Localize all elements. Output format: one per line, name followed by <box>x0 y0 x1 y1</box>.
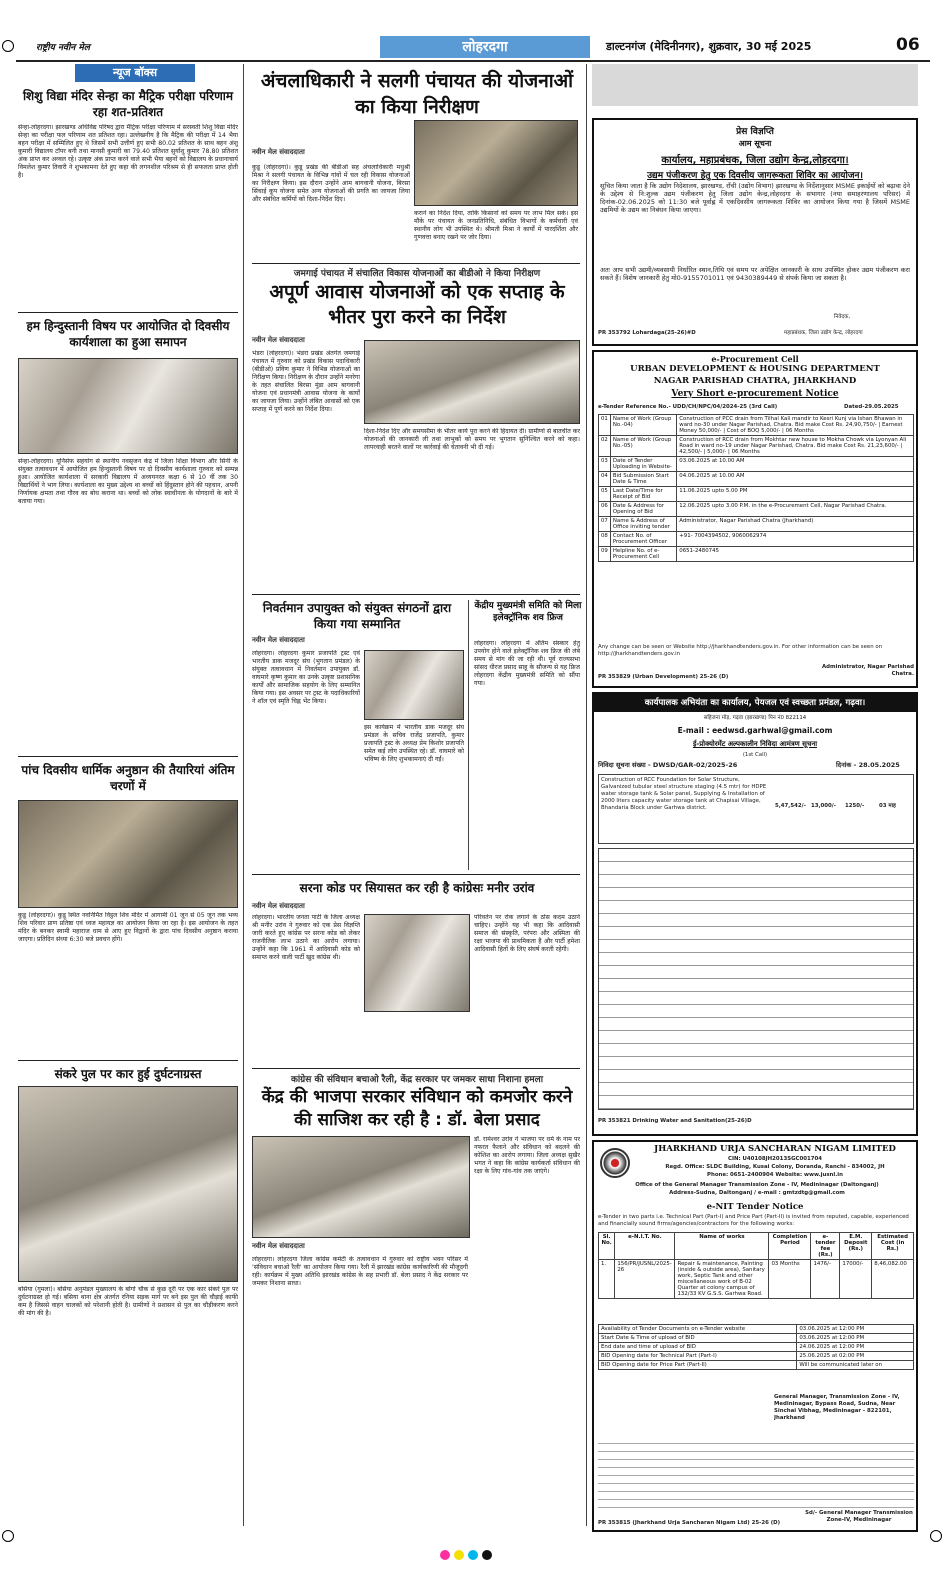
ad-ref: e-Tender Reference No.- UDD/CH/NPC/04/2024-25 (3rd Call) <box>598 404 778 410</box>
felicitation-photo <box>364 650 464 720</box>
table-cell: Bid Submission Start Date & Time <box>610 472 676 487</box>
table-cell: +91- 7004394502, 9060062974 <box>677 532 914 547</box>
section-banner: लोहरदगा <box>380 36 590 58</box>
ad-call: (1st Call) <box>742 752 768 758</box>
ad-body: सूचित किया जाता है कि उद्योग निदेशालय, झारखण्ड, राँची (उद्योग विभाग) झारखण्ड के निर्देशानुसार MSME इकाईयों को बढ़ावा देने के उद्देश्य से नि:शुल्क उद्यम पंजीकरण हेतु जिला उद्योग केन्द्र,लोहरदगा के सभागार (नया समाहरणालय परिसर) में दिनांक-02.06.2025 को 11:30 बजे पूर्वाह्न में एकदिवसीय जागरूकता शिविर का आयोजन किया गया है जिसमें MSME उद्यमियों के उद्यम का निबंधन किया जाएगा। <box>600 182 910 214</box>
story-body: सेन्हा-लोहरदगा। यूनिसेफ सहयोग से स्थानीय नवसृजन केंद्र में जिला शिक्षा विभाग और सिनी के संयुक्त तत्वावधान में आयोजित हम हिन्दुस्तानी विषय पर दो दिवसीय कार्यशाला गुरुवार को सम्पन्न हुआ। आयोजित कार्यशाला में सरकारी विद्यालय में अध्ययनरत कक्षा 6 से 10 वीं तक 30 विद्यार्थियों ने भाग लिया। कार्यशाला का मुख्य उद्देश्य था बच्चों को हिंदुस्तान होने की पहचान, अपनी निर्णायक क्षमता तथा गौरव का बोध कराना था। बच्चों को लोक स्वाधीनता के योगदानों के बारे में बताया गया। <box>18 458 238 505</box>
table-cell: 04 <box>599 472 611 487</box>
table-row <box>599 1352 914 1361</box>
ad-footer: Any change can be seen or Website http://jharkhandtenders.gov.in. For other information can be seen on http://jharkhandtenders.gov.in <box>598 644 883 657</box>
story-body: बसिया (गुमला)। बसिया अनुमंडल मुख्यालय के बोंगो चौक से कुछ दूरी पर एक कार संकरे पुल पर दुर्घटनाग्रस्त हो गई। बसिया थाना क्षेत्र अंतर्गत रनिया सड़क मार्ग पर बने इस पुल की चौड़ाई काफी कम है जिससे वाहन चालकों को परेशानी होती है। ग्रामीणों ने प्रशासन से पुल का चौड़ीकरण करने की मांग की है। <box>18 1286 238 1317</box>
table-cell: Helpline No. of e-Procurement Cell <box>610 547 676 562</box>
accident-photo <box>18 1086 238 1282</box>
story-headline: केंद्र की भाजपा सरकार संविधान को कमजोर करने की साजिश कर रही है : डॉ. बेला प्रसाद <box>261 1087 573 1130</box>
table-cell: 03.06.2025 at 10.00 AM <box>677 457 914 472</box>
table-row <box>599 1361 914 1370</box>
table-row <box>599 487 914 502</box>
pr-number: PR 353815 (Jharkhand Urja Sancharan Nigam Ltd) 25-26 (D) <box>598 1520 781 1526</box>
ad-addr: सहिजना मोड़, गढ़वा (झारखण्ड) पिन नं0 822114 <box>703 715 807 721</box>
story-body: परिवर्तन पर रोक लगाने के ठोस कदम उठाने चाहिए। उन्होंने यह भी कहा कि आदिवासी समाज की संस्कृति, परंपरा और अस्मिता की रक्षा भाजपा की प्राथमिकता है और पार्टी हमेशा आदिवासी हितों के लिए संघर्ष करती रहेगी। <box>474 914 580 953</box>
company-phone: Phone: 0651-2400904 Website: www.jusnl.in <box>707 1172 843 1178</box>
ad-intro: e-Tender in two parts i.e. Technical Part (Part-I) and Price Part (Part-II) is invited from reputed, capable, experienced and financially sound firms/agencies/contractors for the following works: <box>598 1214 909 1227</box>
pr-number: PR 353821 Drinking Water and Sanitation(25-26)D <box>598 1118 752 1124</box>
table-row <box>599 517 914 532</box>
table-cell: Administrator, Nagar Parishad Chatra (Jharkhand) <box>677 517 914 532</box>
story-headline: अपूर्ण आवास योजनाओं को एक सप्ताह के भीतर पुरा करने का निर्देश <box>269 281 565 328</box>
column-header: Completion Period <box>769 1233 811 1260</box>
table-row <box>599 532 914 547</box>
schedule-lines <box>598 848 914 1110</box>
table-row <box>599 547 914 562</box>
table-cell: 0651-2480745 <box>677 547 914 562</box>
table-cell: 05 <box>599 487 611 502</box>
table-cell: 1476/- <box>811 1260 840 1299</box>
story-kicker: कांग्रेस की संविधान बचाओ रैली, केंद्र सरकार पर जमकर साधा निशाना हमला <box>290 1075 544 1085</box>
table-cell: Name & Address of Office inviting tender <box>610 517 676 532</box>
table-row <box>599 502 914 517</box>
table-cell: 02 <box>599 436 611 457</box>
table-cell: Availability of Tender Documents on e-Tender website <box>599 1325 797 1334</box>
story-body: इस कार्यक्रम में भारतीय डाक मजदूर संघ प्रमंडल के सचिव राजेंद्र प्रजापति, कुमार प्रजापति ट्रस्ट के अध्यक्ष प्रेम किशोर प्रजापति समेत कई लोग उपस्थित रहे। डॉ. वाघमारे को भविष्य के लिए शुभकामनाएं दी गईं। <box>364 724 464 763</box>
table-cell: Construction of RCC drain from Mokhtar new house to Mokha Chowk via Lyonyan Ali Road in ward no-19 under Nagar Parishad, Chatra. Bid make Cost Rs. 21,23,600/- | 42,500/- | 5,000/- | 06 Months <box>677 436 914 457</box>
rally-photo <box>252 1136 470 1238</box>
table-cell: BID Opening date for Technical Part (Part-I) <box>599 1352 797 1361</box>
byline: नवीन मेल संवाददाता <box>252 636 305 644</box>
story-body: लोहरदगा। लोहरदगा में अंतिम संस्कार हेतु उपयोग होने वाले इलेक्ट्रॉनिक शव फ्रिज की लंबे समय से मांग की जा रही थी। पूर्व राज्यसभा सांसद धीरज प्रसाद साहू के सौजन्य से यह फ्रिज लोहरदगा केंद्रीय मुख्यमंत्री समिति को सौंपा गया। <box>474 640 580 687</box>
story-headline: निवर्तमान उपायुक्त को संयुक्त संगठनों द्वारा किया गया सम्मानित <box>262 601 452 631</box>
ad-dept: URBAN DEVELOPMENT & HOUSING DEPARTMENT <box>630 364 880 374</box>
story-body: दिशा-निर्देश दिए और समयसीमा के भीतर कार्य पूरा करने की हिदायत दी। ग्रामीणों से बातचीत कर योजनाओं की जानकारी ली तथा लाभुकों को समय पर भुगतान सुनिश्चित करने को कहा। लापरवाही बरतने वालों पर कार्रवाई की चेतावनी भी दी गई। <box>364 428 580 451</box>
table-row <box>599 436 914 457</box>
pr-number: PR 353829 (Urban Development) 25-26 (D) <box>598 674 729 680</box>
ad-office: कार्यालय, महाप्रबंधक, जिला उद्योग केन्द्र,लोहरदगा। <box>661 155 849 166</box>
registration-mark <box>2 1530 14 1542</box>
table-cell: 24.06.2025 at 12:00 PM <box>797 1343 914 1352</box>
story-body: सेन्हा-लोहरदगा। झारखण्ड अधिविद्य परिषद द्वारा मैट्रिक परीक्षा परिणाम में सरस्वती शिशु विद्या मंदिर सेन्हा का परीक्षा फल परिणाम शत प्रतिशत रहा। उल्लेखनीय है कि मैट्रिक की परीक्षा में 14 भैया बहन परीक्षा में सम्मिलित हुए थे जिसमें सभी उत्तीर्ण हुए सभी 80.02 प्रतिशत के साथ बहन अंशु कुमारी विद्यालय टॉपर बनी तथा मानसी कुमारी का 79.40 प्रतिशत सुर्यांशु कुमार 78.80 प्रतिशत अंक प्राप्त कर अव्वल रहे। उत्कृष्ट अंक प्राप्त करने वाले सभी भैया बहनों को विद्यालय के प्रधानाचार्य विमलेश कुमार तिवारी ने शुभकामना देते हुए कहा की लगनशील परिश्रम से ही सफलता प्राप्त होती है। <box>18 124 238 179</box>
work-period: 03 माह <box>879 803 896 809</box>
ad-title: कार्यपालक अभियंता का कार्यालय, पेयजल एवं स्वच्छता प्रमंडल, गढ़वा। <box>594 694 916 712</box>
work-table <box>598 774 914 844</box>
page-number: 06 <box>896 35 920 55</box>
company-logo <box>600 1148 630 1178</box>
registration-mark <box>2 40 14 52</box>
story-headline: शिशु विद्या मंदिर सेन्हा का मैट्रिक परीक्षा परिणाम रहा शत-प्रतिशत <box>22 89 234 119</box>
table-cell: 1. <box>599 1260 615 1299</box>
story-body: लोहरदगा। भारतीय जनता पार्टी के जिला अध्यक्ष श्री मनीर उरांव ने गुरुवार को एक प्रेस विज्ञप्ति जारी करते हुए कांग्रेस पर सरना कोड को लेकर राजनीतिक लाभ उठाने का आरोप लगाया। उन्होंने कहा कि 1961 में आदिवासी कोड को समाप्त करने वाली पार्टी खुद कांग्रेस थी। <box>252 914 360 961</box>
workshop-photo <box>18 358 238 454</box>
story-headline: सरना कोड पर सियासत कर रही है कांग्रेसः मनीर उरांव <box>299 881 535 895</box>
story-headline: केंद्रीय मुख्यमंत्री समिति को मिला इलेक्ट्रॉनिक शव फ्रिज <box>474 601 582 623</box>
ad-notice: e-NIT Tender Notice <box>706 1202 804 1212</box>
company-name: JHARKHAND URJA SANCHARAN NIGAM LIMITED <box>654 1144 896 1154</box>
table-row <box>599 457 914 472</box>
table-row <box>599 1325 914 1334</box>
column-header: Estimated Cost (in Rs.) <box>872 1233 914 1260</box>
news-box-label: न्यूज बॉक्स <box>75 64 195 82</box>
story-body: लोहरदगा। लोहरदगा कुमार प्रजापति ट्रस्ट एवं भारतीय डाक मजदूर संघ (भुगतान प्रमंडल) के संयुक्त तत्वावधान में निवर्तमान उपायुक्त डॉ. वाघमारे कृष्ण कुमार का उनके उत्कृष्ट प्रशासनिक कार्यों और सामाजिक सहयोग के लिए सम्मानित किया गया। इस अवसर पर ट्रस्ट के पदाधिकारियों ने शॉल एवं स्मृति चिह्न भेंट किया। <box>252 650 360 705</box>
table-row <box>599 1343 914 1352</box>
jusnl-tender-ad <box>592 1140 918 1532</box>
ad-sign: Sd/- General Manager Transmission Zone-IV, Medininagar <box>805 1510 913 1523</box>
story-headline: अंचलाधिकारी ने सलगी पंचायत की योजनाओं का किया निरीक्षण <box>260 70 574 118</box>
table-header-row <box>599 1233 914 1260</box>
inspection-photo <box>414 120 578 206</box>
works-table <box>598 1232 914 1299</box>
table-cell: 11.06.2025 upto 5.00 PM <box>677 487 914 502</box>
table-cell: End date and time of upload of BID <box>599 1343 797 1352</box>
table-cell: BID Opening date for Price Part (Part-II) <box>599 1361 797 1370</box>
story-body: भंडरा (लोहरदगा)। भंडरा प्रखंड अंतर्गत जमगाई पंचायत में गुरुवार को प्रखंड विकास पदाधिकारी (बीडीओ) प्रविण कुमार ने विभिन्न योजनाओं का निरीक्षण किया। निरीक्षण के दौरान उन्होंने मनरेगा के तहत संचालित बिरसा मुंडा आम बागवानी योजना एवं प्रधानमंत्री आवास योजना के कार्यों का जायजा लिया। उन्होंने लंबित आवासों को एक सप्ताह में पूर्ण करने का निर्देश दिया। <box>252 350 360 413</box>
company-cin: CIN: U40108JH2013SGC001704 <box>728 1156 822 1162</box>
table-cell: Name of Work (Group No.-04) <box>610 415 676 436</box>
table-cell: 08 <box>599 532 611 547</box>
company-regd: Regd. Office: SLDC Building, Kusai Colony, Doranda, Ranchi - 834002, JH <box>665 1164 885 1170</box>
ad-body-name: NAGAR PARISHAD CHATRA, JHARKHAND <box>653 376 857 386</box>
table-cell: Name of Work (Group No.-05) <box>610 436 676 457</box>
table-cell: Date & Address for Opening of Bid <box>610 502 676 517</box>
work-description: Construction of RCC Foundation for Solar Structure, Galvanized tubular steel structure staging (4.5 mtr) for HDPE water storage tank & Solar panel, Supplying & Installation of 2000 liters capacity water storage tank at Chapisai Village, Bhandaria Block under Garhwa district. <box>601 777 767 811</box>
table-cell: 03 <box>599 457 611 472</box>
politician-photo <box>364 914 470 1012</box>
table-cell: 25.06.2025 at 02:00 PM <box>797 1352 914 1361</box>
column-header: Name of works <box>675 1233 769 1260</box>
table-row <box>599 1334 914 1343</box>
story-headline: पांच दिवसीय धार्मिक अनुष्ठान की तैयारियां अंतिम चरणों में <box>21 763 235 793</box>
table-cell: 01 <box>599 415 611 436</box>
work-fee: 1250/- <box>845 803 865 809</box>
table-cell: Will be communicated later on <box>797 1361 914 1370</box>
dateline: डाल्टनगंज (मेदिनीनगर), शुक्रवार, 30 मई 2025 <box>606 40 812 53</box>
ad-title: प्रेस विज्ञप्ति <box>736 127 774 137</box>
byline: नवीन मेल संवाददाता <box>252 148 305 156</box>
ad-notice: Very Short e-procurement Notice <box>671 389 839 399</box>
story-headline: संकरे पुल पर कार हुई दुर्घटनाग्रस्त <box>54 1067 202 1081</box>
table-cell: 12.06.2025 upto 3.00 P.M. in the e-Procurement Cell, Nagar Parishad Chatra. <box>677 502 914 517</box>
table-row <box>599 1260 914 1299</box>
tender-notice-ad <box>592 350 918 688</box>
pr-number: PR 353792 Lohardaga(25-26)#D <box>598 330 696 336</box>
table-cell: Contact No. of Procurement Officer <box>610 532 676 547</box>
table-cell: Start Date & Time of upload of BID <box>599 1334 797 1343</box>
table-cell: 17000/- <box>840 1260 872 1299</box>
registration-mark <box>930 1530 942 1542</box>
table-cell: Last Date/Time for Receipt of Bid <box>610 487 676 502</box>
table-cell: 156/PR/JUSNL/2025-26 <box>615 1260 675 1299</box>
story-body: कुडू (लोहरदगा)। कुडू प्रखंड की बीडीओ सह अंचलाधिकारी मधुश्री मिश्रा ने सलगी पंचायत के विभिन्न गांवों में चल रही विकास योजनाओं का निरीक्षण किया। इस दौरान उन्होंने आम बागवानी योजना, बिरसा सिंचाई कूप योजना समेत अन्य योजनाओं की प्रगति का जायजा लिया और संबंधित कर्मियों को दिशा-निर्देश दिए। <box>252 164 410 203</box>
color-bar <box>440 1550 506 1560</box>
ad-title: e-Procurement Cell <box>711 354 799 364</box>
table-cell: Construction of PCC drain from Tilhal Kali mandir to Kesri Kunj via Ishan Bhawan in ward no-30 under Nagar Parishad, Chatra. Bid make Cost Rs. 24,90,750/- | Earnest Money 50,000/- | Cost of BOQ 5,000/- | 06 Months <box>677 415 914 436</box>
company-office: Office of the General Manager Transmission Zone - IV, Medininagar (Daltonganj) <box>635 1182 879 1188</box>
byline: नवीन मेल संवाददाता <box>252 902 305 910</box>
ad-sign: निवेदक, <box>834 314 851 320</box>
table-cell: 04.06.2025 at 10.00 AM <box>677 472 914 487</box>
company-address: Address-Sudna, Daltonganj / e-mail : gmtzdtg@gmail.com <box>669 1190 845 1196</box>
ad-email: E-mail : eedwsd.garhwal@gmail.com <box>677 726 833 735</box>
ad-sign: Administrator, Nagar Parishad Chatra. <box>821 664 914 677</box>
water-sanitation-ad <box>592 692 918 1136</box>
story-headline: हम हिन्दुस्तानी विषय पर आयोजित दो दिवसीय कार्यशाला का हुआ समापन <box>26 319 230 349</box>
work-cost: 5,47,542/- <box>775 803 806 809</box>
table-cell: Date of Tender Uploading in Website- <box>610 457 676 472</box>
table-cell: 8,46,082.00 <box>872 1260 914 1299</box>
masthead <box>16 34 930 58</box>
story-body: कुडू (लोहरदगा)। कुडू स्थित नवनिर्मित विट्ठल शिव मंदिर में आगामी 01 जून से 05 जून तक भव्य शिव परिवार प्राण प्रतिष्ठा एवं ध्वज महायज्ञ का आयोजन किया जा रहा है। इस आयोजन के तहत मंदिर के बनकर स्वामी महाराज धाम से आए हुए विद्वानों के द्वारा पांच दिवसीय अनुष्ठान कराया जाएगा। प्रतिदिन संध्या 6:30 बजे प्रवचन होंगे। <box>18 912 238 943</box>
table-row <box>599 472 914 487</box>
story-kicker: जमगाई पंचायत में संचालित विकास योजनाओं का बीडीओ ने किया निरीक्षण <box>293 269 541 279</box>
ad-sign: महाप्रबंधक, जिला उद्योग केन्द्र, लोहरदगा <box>784 330 863 336</box>
table-cell: 07 <box>599 517 611 532</box>
ad-dated: दिनांक - 28.05.2025 <box>836 761 900 769</box>
tender-authority: General Manager, Transmission Zone - IV, Medininagar, Bypass Road, Sudna, Near Sinchai Vibhag, Medininagar - 822101, Jharkhand <box>774 1394 900 1421</box>
column-header: Sl. No. <box>599 1233 615 1260</box>
ad-body: अतः आप सभी उद्यमी/व्यवसायी निर्धारित स्थान,तिथि एवं समय पर अपेक्षित जानकारी के साथ उपस्थित होकर उद्यम पंजीकरण करा सकते हैं। विशेष जानकारी हेतु मो0-9155701011 एवं 9430389449 से संपर्क किया जा सकता है। <box>600 266 910 282</box>
ad-ref: निविदा सूचना संख्या - DWSD/GAR-02/2025-26 <box>598 761 738 769</box>
dates-table <box>598 1324 914 1370</box>
column-header: e-tender fee (Rs.) <box>811 1233 840 1260</box>
table-cell: 03.06.2025 at 12:00 PM <box>797 1325 914 1334</box>
ad-headline: उद्यम पंजीकरण हेतु एक दिवसीय जागरूकता शिविर का आयोजन। <box>647 171 863 181</box>
logo: राष्ट्रीय नवीन मेल <box>36 43 90 53</box>
table-cell: 06 <box>599 502 611 517</box>
table-cell: Repair & maintenance, Painting (inside & outside area), Sanitary work, Septic Tank and other miscellaneous work of B-02 Quarter at colony campus of 132/33 KV G.S.S. Garhwa Road. <box>675 1260 769 1299</box>
ad-notice: ई-प्रोक्योरमेंट अल्पकालीन निविदा आमंत्रण सूचना <box>692 740 818 748</box>
byline: नवीन मेल संवाददाता <box>252 336 305 344</box>
ad-subtitle: आम सूचना <box>738 139 772 148</box>
table-row <box>599 415 914 436</box>
grey-box <box>592 64 918 106</box>
temple-photo <box>18 800 238 908</box>
table-cell: 09 <box>599 547 611 562</box>
press-release-ad <box>592 118 918 346</box>
story-body: डॉ. रामेश्वर उरांव ने भाजपा पर धर्म के नाम पर नफरत फैलाने और संविधान को बदलने की कोशिश का आरोप लगाया। जिला अध्यक्ष सुखैर भगत ने कहा कि कांग्रेस कार्यकर्ता संविधान की रक्षा के लिए गांव-गांव तक जाएंगे। <box>474 1136 580 1175</box>
table-cell: 03.06.2025 at 12:00 PM <box>797 1334 914 1343</box>
notes-lines <box>598 1436 914 1508</box>
story-body: कराने का निर्देश दिया, ताकि किसानों को समय पर लाभ मिल सके। इस मौके पर पंचायत के जनप्रतिनिधि, संबंधित विभागों के कर्मचारी एवं स्थानीय लोग भी उपस्थित थे। श्रीमती मिश्रा ने कार्यों में पारदर्शिता और गुणवत्ता बनाए रखने पर जोर दिया। <box>414 210 578 241</box>
column-header: e-N.I.T. No. <box>615 1233 675 1260</box>
housing-photo <box>364 340 580 424</box>
ad-dated: Dated-29.05.2025 <box>844 404 899 410</box>
table-cell: 03 Months <box>769 1260 811 1299</box>
column-header: E.M. Deposit (Rs.) <box>840 1233 872 1260</box>
byline: नवीन मेल संवाददाता <box>252 1242 305 1250</box>
story-body: लोहरदगा। लोहरदगा जिला कांग्रेस कमेटी के तत्वावधान में गुरुवार को राष्ट्रीय भवन परिसर में 'संविधान बचाओ रैली' का आयोजन किया गया। रैली में झारखंड कांग्रेस कार्यकारिणी की मौजूदगी रही। कार्यक्रम में मुख्य अतिथि झारखंड कांग्रेस के सह प्रभारी डॉ. बेला प्रसाद ने केंद्र सरकार पर जमकर निशाना साधा। <box>252 1256 468 1287</box>
work-emd: 13,000/- <box>811 803 837 809</box>
tender-table <box>598 414 914 562</box>
